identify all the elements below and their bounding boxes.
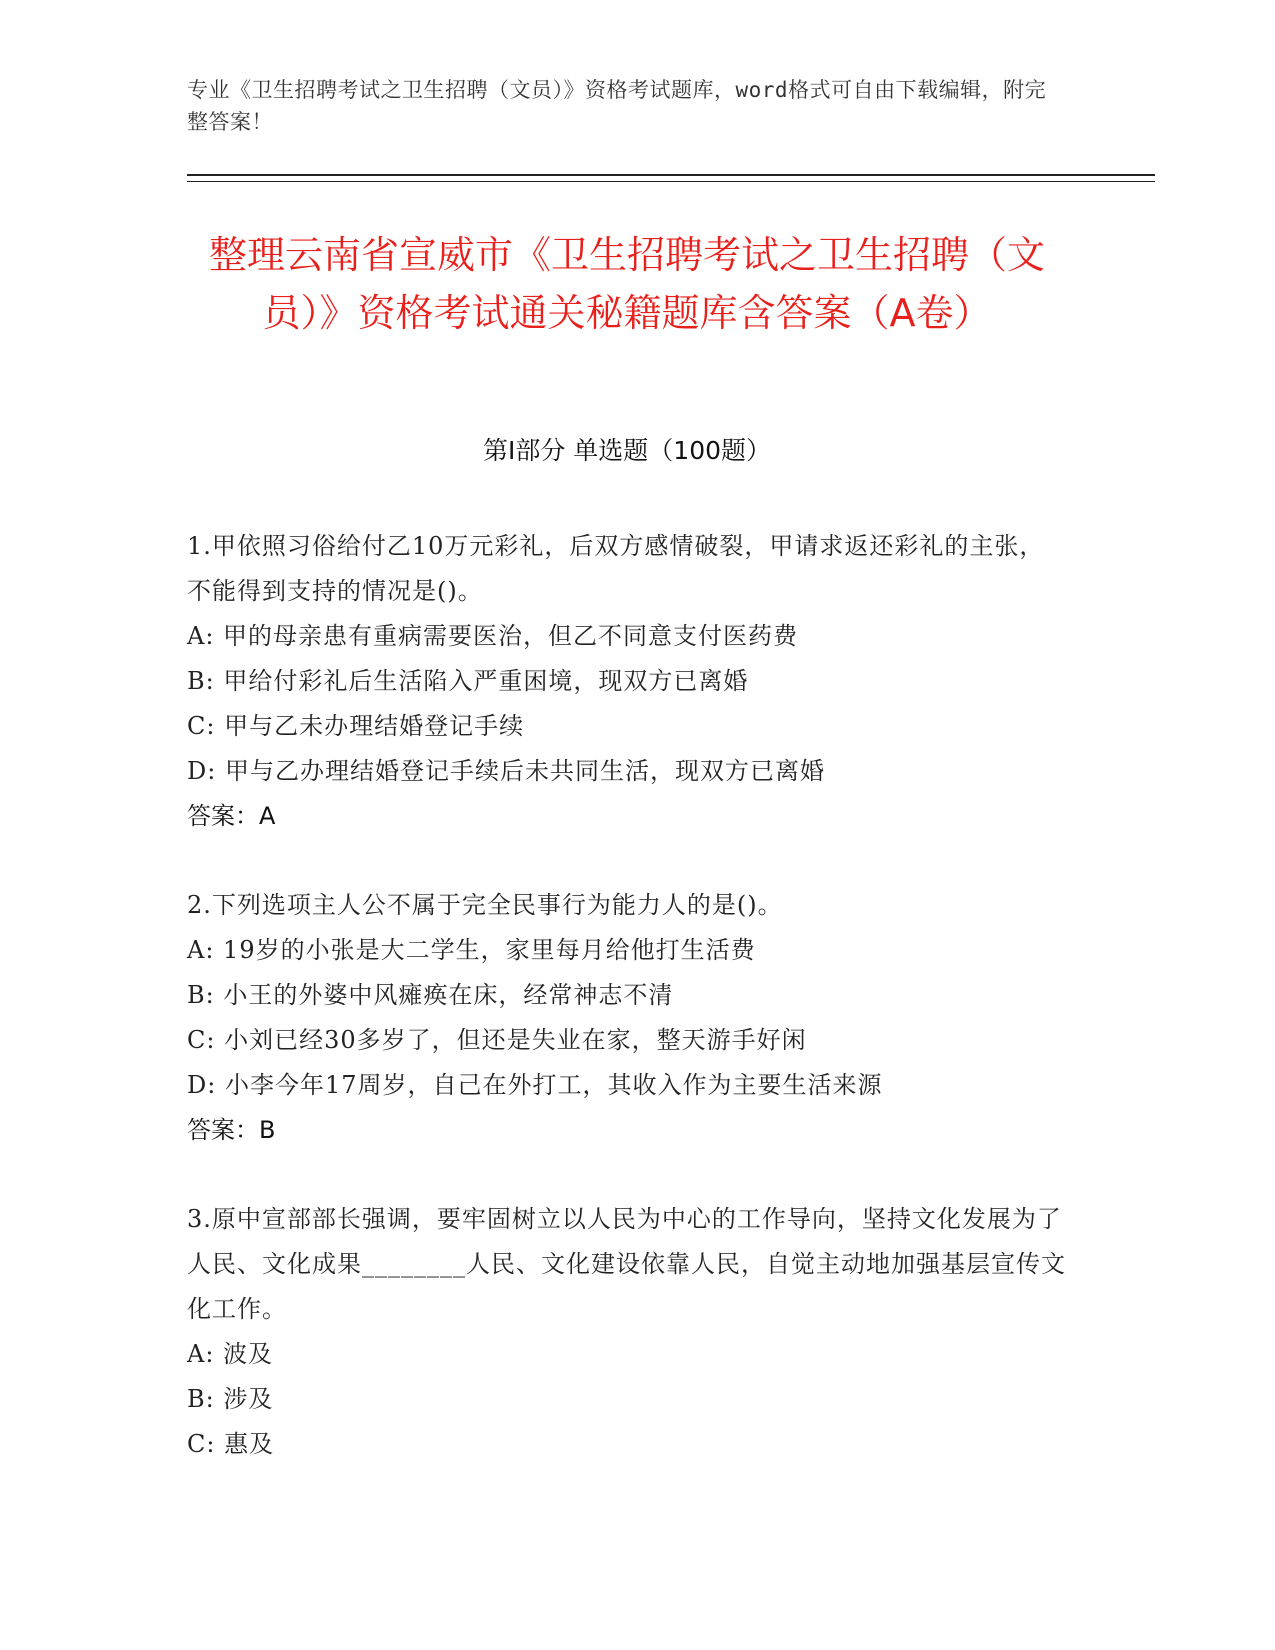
option-c: C: 小刘已经30多岁了，但还是失业在家，整天游手好闲	[187, 1026, 807, 1054]
document-title: 整理云南省宣威市《卫生招聘考试之卫生招聘（文员）》资格考试通关秘籍题库含答案（A卷）	[208, 233, 1045, 335]
option-a: A: 甲的母亲患有重病需要医治，但乙不同意支付医药费	[187, 622, 799, 650]
option-c: C: 惠及	[187, 1430, 275, 1458]
option-a: A: 波及	[187, 1340, 274, 1368]
option-d: D: 小李今年17周岁，自己在外打工，其收入作为主要生活来源	[187, 1071, 883, 1099]
header-rule-thin	[187, 181, 1155, 182]
question-list	[187, 524, 1067, 1511]
section-title: 第Ⅰ部分 单选题（100题）	[482, 436, 772, 465]
answer: 答案：A	[187, 802, 276, 830]
option-b: B: 小王的外婆中风瘫痪在床，经常神志不清	[187, 981, 674, 1009]
question-item	[187, 1197, 1067, 1467]
option-d: D: 甲与乙办理结婚登记手续后未共同生活，现双方已离婚	[187, 757, 825, 785]
option-b: B: 涉及	[187, 1385, 274, 1413]
option-c: C: 甲与乙未办理结婚登记手续	[187, 712, 525, 740]
question-stem: 1.甲依照习俗给付乙10万元彩礼，后双方感情破裂，甲请求返还彩礼的主张，不能得到支持的情况是()。	[187, 532, 1045, 605]
option-a: A: 19岁的小张是大二学生，家里每月给他打生活费	[187, 936, 756, 964]
question-item	[187, 883, 1067, 1153]
question-stem: 3.原中宣部部长强调，要牢固树立以人民为中心的工作导向，坚持文化发展为了人民、文化成果________人民、文化建设依靠人民，自觉主动地加强基层宣传文化工作。	[187, 1205, 1066, 1323]
header-note: 专业《卫生招聘考试之卫生招聘（文员）》资格考试题库，word格式可自由下载编辑，附完整答案！	[187, 78, 1047, 134]
answer: 答案：B	[187, 1116, 276, 1144]
question-item	[187, 524, 1067, 839]
option-b: B: 甲给付彩礼后生活陷入严重困境，现双方已离婚	[187, 667, 749, 695]
header-rule-thick	[187, 174, 1155, 176]
question-stem: 2.下列选项主人公不属于完全民事行为能力人的是()。	[187, 891, 783, 919]
